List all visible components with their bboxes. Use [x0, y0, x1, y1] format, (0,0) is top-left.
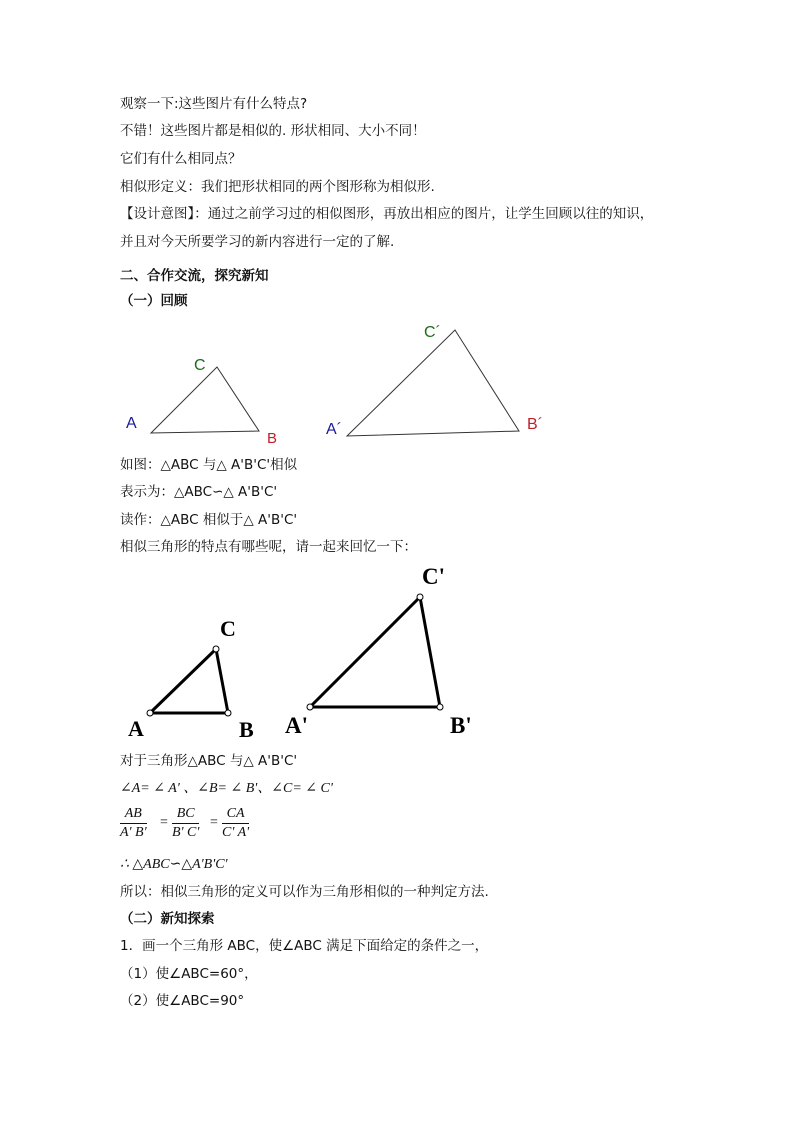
fraction-ab-num: AB [120, 806, 147, 824]
triangle-bold-small [150, 649, 228, 713]
explore-line-3: （2）使∠ABC=90° [120, 993, 245, 1009]
label-bold-a: A [128, 716, 144, 741]
label-bold-c: C [220, 616, 236, 641]
label-b-prime: B´ [527, 416, 543, 433]
fraction-bc-den: B' C' [172, 825, 200, 840]
intro-line-2: 不错！这些图片都是相似的. 形状相同、大小不同！ [120, 123, 426, 139]
fraction-bc-num: BC [172, 806, 199, 824]
subsection-review: （一）回顾 [120, 293, 188, 309]
label-a-prime: A´ [326, 421, 342, 438]
label-bold-b: B [239, 717, 254, 742]
fraction-ca-den: C' A' [222, 825, 250, 840]
review-line-1: 如图：△ABC 与△ A'B'C'相似 [120, 457, 298, 473]
fraction-ab [120, 806, 147, 841]
label-bold-b-prime: B' [450, 713, 472, 738]
props-line-1: 对于三角形△ABC 与△ A'B'C' [120, 753, 298, 769]
intro-line-1: 观察一下:这些图片有什么特点? [120, 96, 308, 112]
vertex-a [147, 710, 153, 716]
equals-sign-1: = [160, 815, 168, 830]
vertex-b [225, 710, 231, 716]
review-line-3: 读作：△ABC 相似于△ A'B'C' [120, 512, 298, 528]
design-intent-line-2: 并且对今天所要学习的新内容进行一定的了解. [120, 234, 395, 250]
explore-line-2: （1）使∠ABC=60°， [120, 966, 258, 982]
explore-line-1: 1．画一个三角形 ABC，使∠ABC 满足下面给定的条件之一， [120, 938, 489, 954]
fraction-ab-den: A' B' [120, 825, 147, 840]
angle-equalities: ∠A= ∠ A' 、∠B= ∠ B'、∠C= ∠ C' [120, 781, 333, 796]
label-bold-a-prime: A' [285, 713, 308, 738]
props-line-4: 所以：相似三角形的定义可以作为三角形相似的一种判定方法. [120, 884, 489, 900]
triangle-bold-large [310, 597, 440, 707]
vertex-a-prime [307, 704, 313, 710]
label-c-prime: C´ [424, 324, 441, 341]
vertex-c [213, 646, 219, 652]
fraction-bc [172, 806, 199, 841]
label-bold-c-prime: C' [422, 564, 445, 589]
intro-line-3: 它们有什么相同点？ [120, 151, 242, 167]
fraction-ca-num: CA [222, 806, 249, 824]
conclusion-line: ∴ △ABC∽△A'B'C' [120, 857, 228, 872]
subsection-explore: （二）新知探索 [120, 911, 215, 927]
label-a: A [126, 415, 137, 432]
review-line-4: 相似三角形的特点有哪些呢，请一起来回忆一下： [120, 539, 417, 555]
design-intent-line: 【设计意图】：通过之前学习过的相似图形，再放出相应的图片，让学生回顾以往的知识， [120, 206, 654, 222]
fraction-ca [222, 806, 249, 841]
label-c: C [194, 357, 206, 374]
vertex-b-prime [437, 704, 443, 710]
section-title: 二、合作交流，探究新知 [120, 268, 269, 284]
review-line-2: 表示为：△ABC∽△ A'B'C' [120, 484, 278, 500]
vertex-c-prime [417, 594, 423, 600]
equals-sign-2: = [210, 815, 218, 830]
definition-line: 相似形定义：我们把形状相同的两个图形称为相似形. [120, 179, 435, 195]
label-b: B [267, 430, 278, 447]
